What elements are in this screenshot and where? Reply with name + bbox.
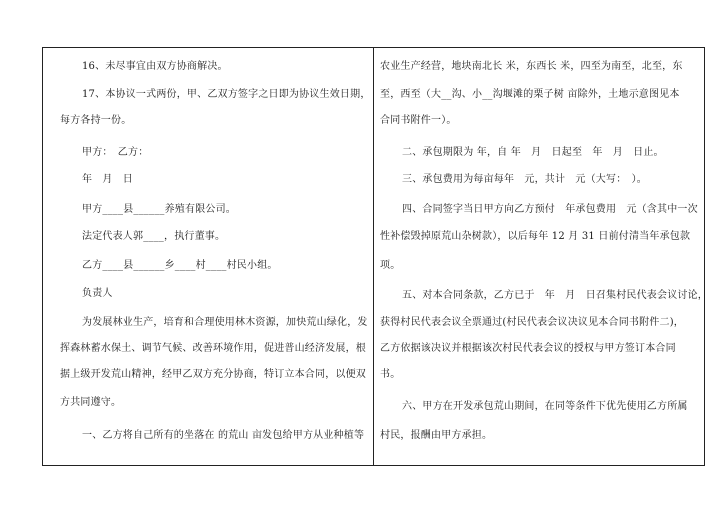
clause-6-line-1: 六、甲方在开发承包荒山期间，在同等条件下优先使用乙方所属 [402, 401, 688, 412]
intro-line-3: 据上级开发荒山精神，经甲乙双方充分协商，特订立本合同，以便双 [60, 369, 366, 380]
clause-16: 16、未尽事宜由双方协商解决。 [82, 61, 228, 72]
clause-1-line-2: 农业生产经营，地块南北长 米，东西长 米，四至为南至，北至，东 [380, 61, 683, 72]
clause-2: 二、承包期限为 年，自 年 月 日起至 年 月 日止。 [402, 147, 664, 158]
clause-17-line-1: 17、本协议一式两份，甲、乙双方签字之日即为协议生效日期， [82, 89, 371, 100]
intro-line-1: 为发展林业生产，培育和合理使用林木资源，加快荒山绿化，发 [82, 317, 368, 328]
intro-line-4: 方共同遵守。 [60, 397, 122, 408]
clause-3: 三、承包费用为每亩每年 元，共计 元（大写： ）。 [402, 174, 647, 185]
clause-1-line-4: 合同书附件一）。 [380, 115, 457, 126]
clause-5-line-2: 获得村民代表会议全票通过(村民代表会议决议见本合同书附件二)， [380, 317, 685, 328]
principal-label: 负责人 [82, 288, 113, 299]
clause-4-line-3: 项。 [380, 260, 401, 271]
clause-5-line-4: 书。 [380, 369, 401, 380]
column-divider [373, 47, 374, 466]
legal-representative-line: 法定代表人郭____，执行董事。 [82, 231, 226, 242]
clause-4-line-1: 四、合同签字当日甲方向乙方预付 年承包费用 元（含其中一次 [402, 204, 698, 215]
clause-5-line-1: 五、对本合同条款，乙方已于 年 月 日召集村民代表会议讨论， [402, 290, 708, 301]
party-b-line: 乙方____县______乡____村____村民小组。 [82, 260, 278, 271]
intro-line-2: 挥森林蓄水保土、调节气候、改善环境作用，促进普山经济发展，根 [60, 343, 366, 354]
party-a-line: 甲方____县______养殖有限公司。 [82, 204, 236, 215]
clause-1-line-3: 至，西至（大__沟、小__沟堰滩的栗子树 亩除外，土地示意图见本 [380, 89, 680, 100]
clause-17-line-2: 每方各持一份。 [60, 115, 132, 126]
signature-parties: 甲方： 乙方： [82, 147, 149, 158]
clause-1-start: 一、乙方将自己所有的坐落在 的荒山 亩发包给甲方从业种植等 [82, 430, 365, 441]
signature-date: 年 月 日 [82, 174, 133, 185]
clause-5-line-3: 乙方依据该决议并根据该次村民代表会议的授权与甲方签订本合同 [380, 343, 676, 354]
clause-6-line-2: 村民，报酬由甲方承担。 [380, 430, 493, 441]
clause-4-line-2: 性补偿毁掉原荒山杂树款），以后每年 12 月 31 日前付清当年承包款 [380, 231, 691, 242]
